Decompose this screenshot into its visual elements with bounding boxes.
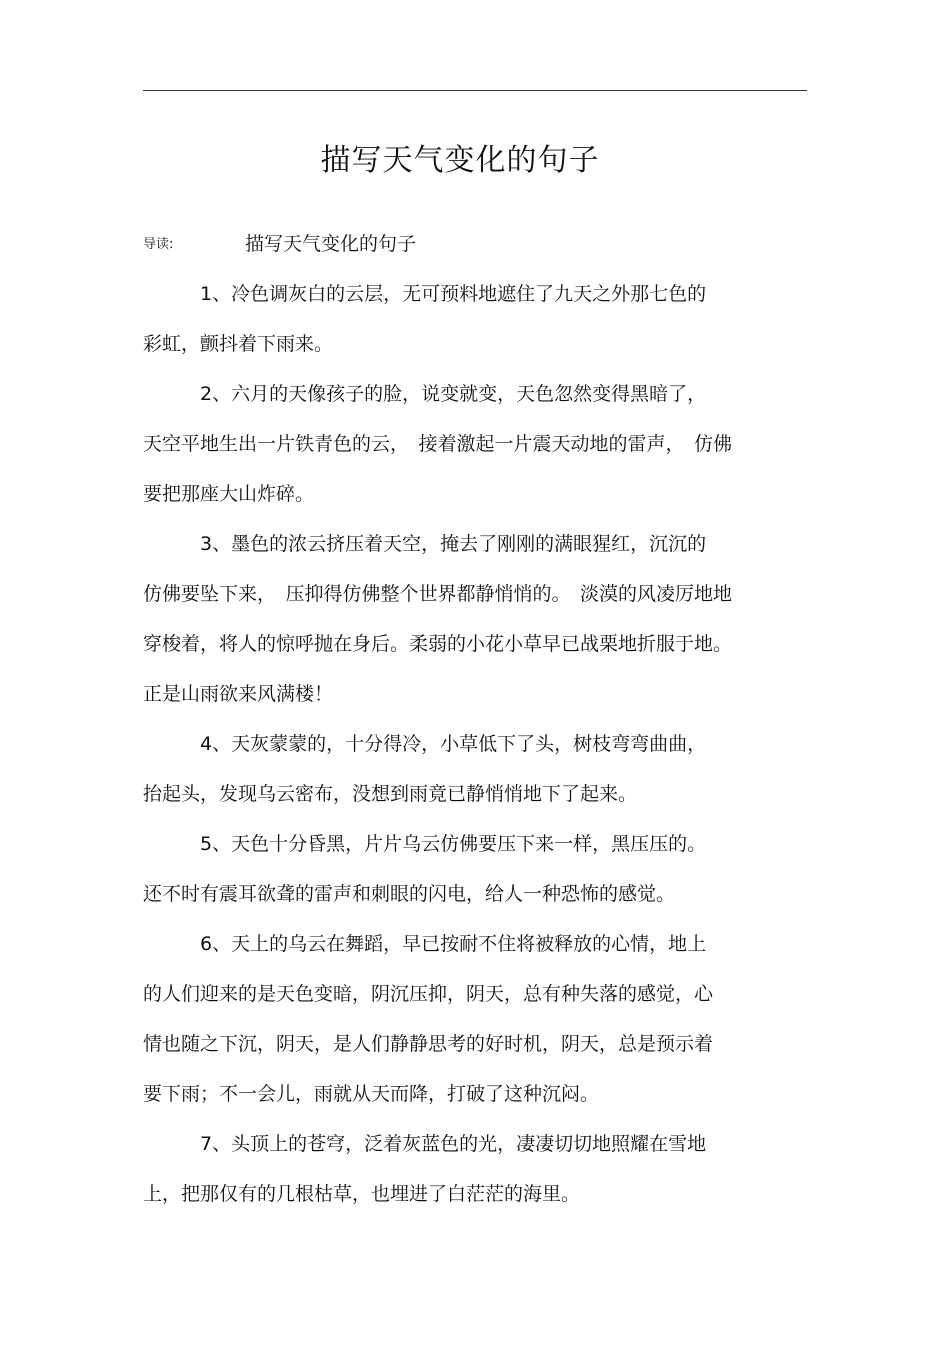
paragraph-line: 情也随之下沉，阴天，是人们静静思考的好时机，阴天，总是预示着 (143, 1033, 714, 1055)
paragraph-line: 天空平地生出一片铁青色的云， 接着激起一片震天动地的雷声， 仿佛 (143, 433, 733, 455)
paragraph-line: 7、头顶上的苍穹，泛着灰蓝色的光，凄凄切切地照耀在雪地 (200, 1133, 707, 1155)
paragraph-line: 要把那座大山炸碎。 (143, 483, 315, 505)
paragraph-line: 5、天色十分昏黑，片片乌云仿佛要压下来一样，黑压压的。 (200, 833, 707, 855)
paragraph-line: 还不时有震耳欲聋的雷声和刺眼的闪电，给人一种恐怖的感觉。 (143, 883, 676, 905)
page-title: 描写天气变化的句子 (320, 143, 600, 178)
paragraph-line: 上，把那仅有的几根枯草，也埋进了白茫茫的海里。 (143, 1183, 581, 1205)
paragraph-line: 的人们迎来的是天色变暗，阴沉压抑，阴天，总有种失落的感觉，心 (143, 983, 714, 1005)
paragraph-line: 要下雨；不一会儿，雨就从天而降，打破了这种沉闷。 (143, 1083, 600, 1105)
paragraph-line: 2、六月的天像孩子的脸，说变就变，天色忽然变得黑暗了， (200, 383, 707, 405)
intro-label: 导读: (143, 237, 174, 252)
intro-text: 描写天气变化的句子 (245, 233, 417, 255)
paragraph-line: 6、天上的乌云在舞蹈，早已按耐不住将被释放的心情，地上 (200, 933, 707, 955)
paragraph-line: 彩虹，颤抖着下雨来。 (143, 333, 334, 355)
paragraph-line: 4、天灰蒙蒙的，十分得冷，小草低下了头，树枝弯弯曲曲， (200, 733, 707, 755)
paragraph-line: 3、墨色的浓云挤压着天空，掩去了刚刚的满眼猩红，沉沉的 (200, 533, 707, 555)
header-rule (143, 90, 807, 91)
paragraph-line: 1、冷色调灰白的云层，无可预料地遮住了九天之外那七色的 (200, 283, 707, 305)
paragraph-line: 穿梭着，将人的惊呼抛在身后。柔弱的小花小草早已战栗地折服于地。 (143, 633, 733, 655)
paragraph-line: 抬起头，发现乌云密布，没想到雨竟已静悄悄地下了起来。 (143, 783, 638, 805)
paragraph-line: 正是山雨欲来风满楼！ (143, 683, 334, 705)
paragraph-line: 仿佛要坠下来， 压抑得仿佛整个世界都静悄悄的。 淡漠的风凌厉地地 (143, 583, 733, 605)
